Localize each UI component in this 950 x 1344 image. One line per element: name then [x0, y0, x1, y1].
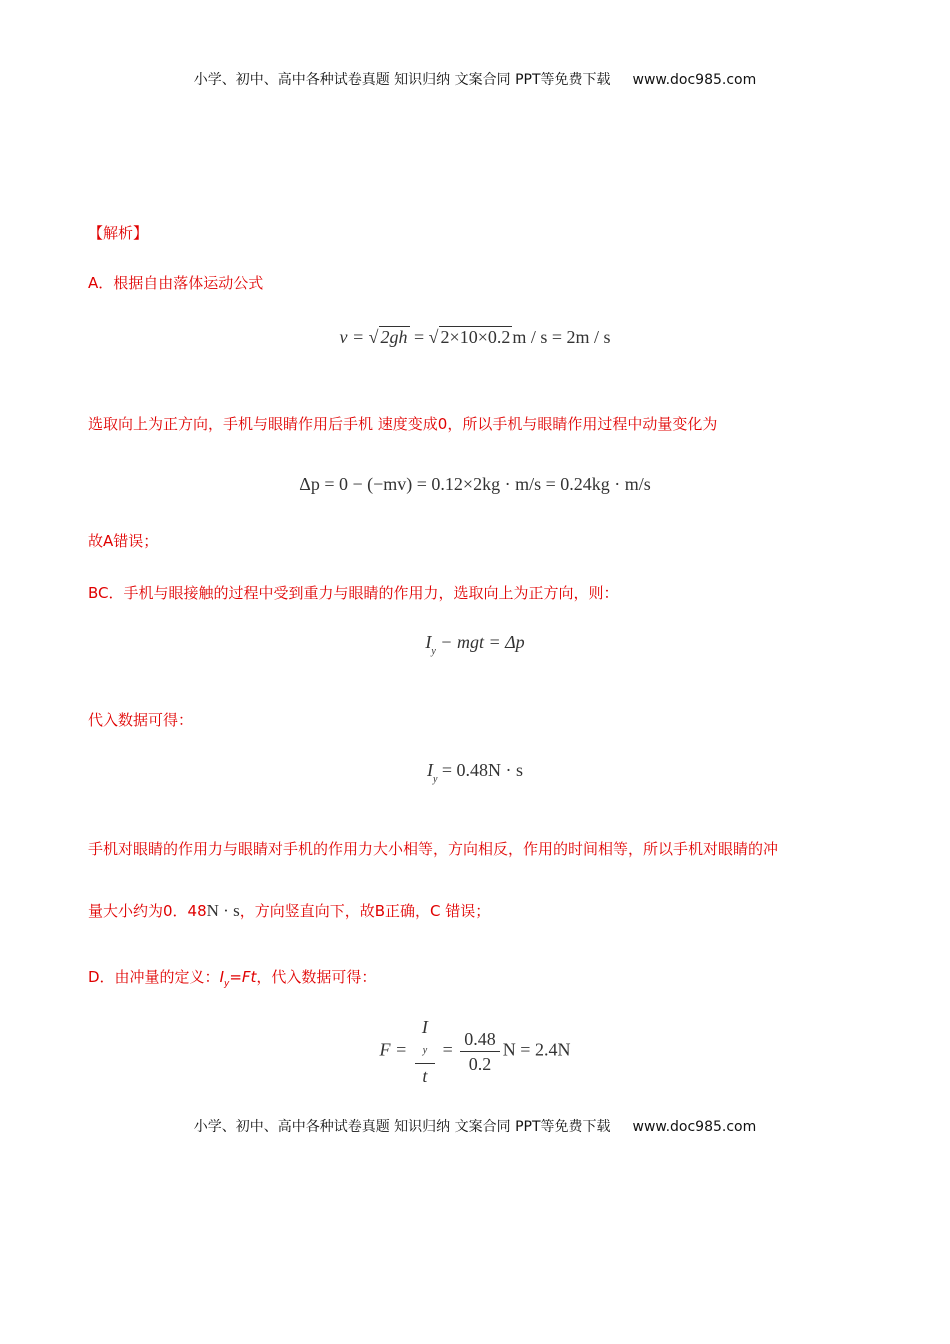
paragraph-impulse-magnitude: 量大小约为0．48N · s，方向竖直向下，故B正确，C 错误； [88, 901, 491, 920]
section-title: 【解析】 [88, 224, 149, 242]
page-header: 小学、初中、高中各种试卷真题 知识归纳 文案合同 PPT等免费下载 www.doc985.com [193, 72, 757, 88]
paragraph-momentum: 选取向上为正方向，手机与眼睛作用后手机 速度变成0，所以手机与眼睛作用过程中动量变化为 [88, 415, 718, 433]
part-a-intro: A．根据自由落体运动公式 [88, 274, 264, 292]
part-a-conclusion: 故A错误； [88, 532, 159, 550]
part-bc-intro: BC．手机与眼接触的过程中受到重力与眼睛的作用力，选取向上为正方向，则： [88, 584, 619, 602]
equation-free-fall: v = √ 2gh = √ 2×10×0.2 m / s = 2m / s [339, 327, 611, 347]
equation-impulse-value: $I_y = 0.48N \cdot s$ [426, 760, 524, 785]
equation-impulse: $I_y$ − mgt = Δp [425, 632, 525, 657]
equation-momentum-change: Δp = 0 − (−mv) = 0.12×2kg · m/s = 0.24kg · m/s [299, 474, 651, 494]
paragraph-newton-third: 手机对眼睛的作用力与眼睛对手机的作用力大小相等，方向相反，作用的时间相等，所以手机对眼睛的冲 [88, 840, 779, 858]
page-footer: 小学、初中、高中各种试卷真题 知识归纳 文案合同 PPT等免费下载 www.doc985.com [193, 1119, 757, 1135]
substitute-text: 代入数据可得： [88, 711, 194, 729]
equation-force: F = I y t = $\frac{0.48}{0.2}$ N = 2.4N [379, 1017, 571, 1086]
header-url[interactable]: www.doc985.com [632, 72, 757, 88]
part-d-intro: D．由冲量的定义：$I_y=Ft$，代入数据可得： [88, 968, 377, 989]
footer-url[interactable]: www.doc985.com [632, 1119, 757, 1135]
